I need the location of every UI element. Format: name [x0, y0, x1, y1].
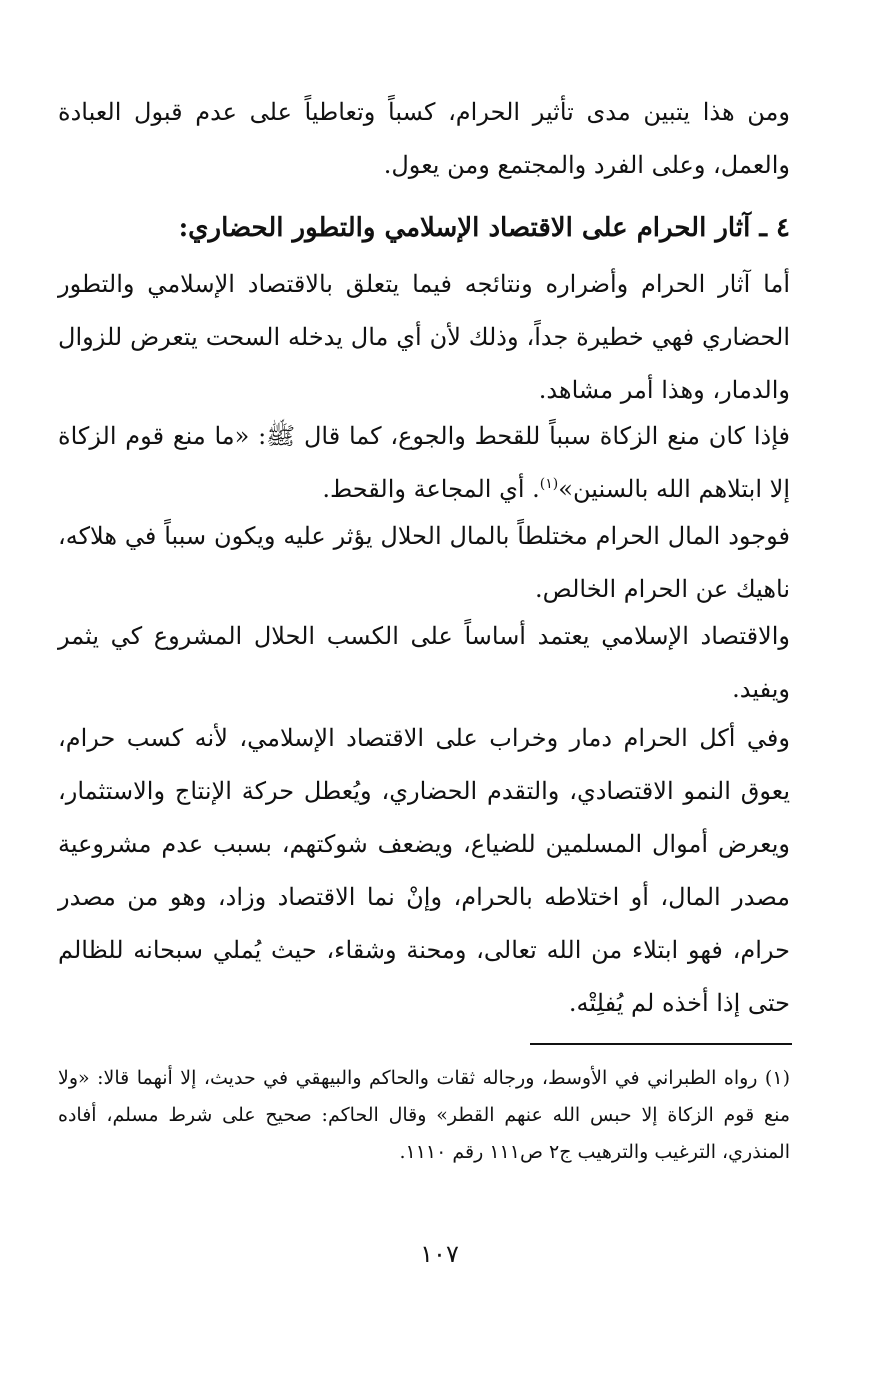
footnote-reference: (١) — [539, 476, 559, 492]
footnote-separator — [530, 1043, 792, 1045]
paragraph-halal-earning: والاقتصاد الإسلامي يعتمد أساساً على الكسب الحلال المشروع كي يثمر ويفيد. — [58, 622, 790, 703]
paragraph-effects: أما آثار الحرام وأضراره ونتائجه فيما يتعلق بالاقتصاد الإسلامي والتطور الحضاري فهي خطيرة جداً، وذلك لأن أي مال يدخله السحت يتعرض للزوال والدمار، وهذا أمر مشاهد. — [58, 270, 791, 404]
paragraph-destruction: وفي أكل الحرام دمار وخراب على الاقتصاد الإسلامي، لأنه كسب حرام، يعوق النمو الاقتصادي، والتقدم الحضاري، ويُعطل حركة الإنتاج والاستثمار، ويعرض أموال المسلمين للضياع، ويضعف شوكتهم، بسبب عدم مشروعية مصدر المال، أو اختلاطه بالحرام، وإنْ نما الاقتصاد وزاد، وهو من مصدر حرام، فهو ابتلاء من الله تعالى، ومحنة وشقاء، حيث يُملي سبحانه للظالم حتى إذا أخذه لم يُفلِتْه. — [58, 724, 790, 1017]
footnote-text: (١) رواه الطبراني في الأوسط، ورجاله ثقات والحاكم والبيهقي في حديث، إلا أنهما قالا: «ولا منع قوم الزكاة إلا حبس الله عنهم القطر» وقال الحاكم: صحيح على شرط مسلم، أفاده المنذري، الترغيب والترهيب ج٢ ص١١١ رقم ١١١٠. — [58, 1067, 790, 1163]
page-number: ١٠٧ — [420, 1240, 459, 1268]
paragraph-zakat-tail: . أي المجاعة والقحط. — [322, 475, 540, 503]
paragraph-mixed-money: فوجود المال الحرام مختلطاً بالمال الحلال يؤثر عليه ويكون سبباً في هلاكه، ناهيك عن الحرام الخالص. — [58, 522, 790, 603]
paragraph-zakat — [58, 410, 790, 516]
section-heading: ٤ ـ آثار الحرام على الاقتصاد الإسلامي والتطور الحضاري: — [178, 213, 790, 243]
paragraph-intro: ومن هذا يتبين مدى تأثير الحرام، كسباً وتعاطياً على عدم قبول العبادة والعمل، وعلى الفرد والمجتمع ومن يعول. — [58, 98, 790, 179]
paragraph-zakat-text: فإذا كان منع الزكاة سبباً للقحط والجوع، كما قال ﷺ: «ما منع قوم الزكاة إلا ابتلاهم الله بالسنين» — [58, 422, 790, 503]
